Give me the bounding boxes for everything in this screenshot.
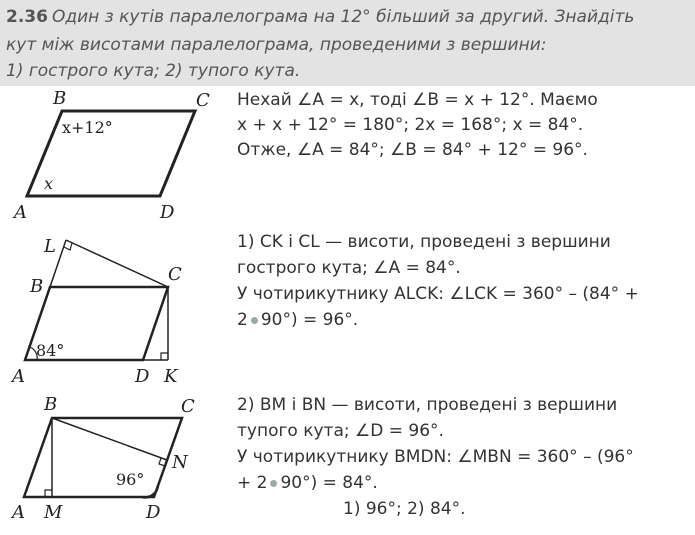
figure-3	[0, 390, 230, 530]
problem-text-1: Один з кутів паралелограма на 12° більший за другий. Знайдіть	[51, 7, 635, 27]
figure-1	[0, 86, 230, 226]
fig1-label-d: D	[160, 202, 175, 223]
multiply-dot-icon	[270, 480, 277, 487]
solution-3-line-1: 2) BM і BN — висоти, проведені з вершини	[237, 395, 618, 415]
solution-3-line-4-post: 90°) = 84°.	[280, 473, 378, 493]
problem-line-1	[6, 6, 634, 28]
right-angle-k	[161, 353, 168, 360]
solution-2-line-4-pre: 2	[237, 310, 248, 330]
height-bn	[52, 418, 167, 460]
fig3-label-a: A	[12, 502, 25, 523]
solution-2-line-2: гострого кута; ∠A = 84°.	[237, 258, 461, 278]
height-cl	[66, 240, 168, 287]
solution-1-line-3: Отже, ∠A = 84°; ∠B = 84° + 12° = 96°.	[237, 140, 588, 160]
solution-3-line-4-pre: + 2	[237, 473, 268, 493]
fig3-label-d: D	[146, 502, 161, 523]
multiply-dot-icon	[251, 317, 258, 324]
fig1-angle-b: x+12°	[62, 118, 113, 137]
fig1-label-b: B	[53, 88, 67, 109]
fig3-label-n: N	[172, 452, 188, 473]
fig2-angle-a: 84°	[36, 341, 65, 360]
solution-3-line-3: У чотирикутнику BMDN: ∠MBN = 360° – (96°	[237, 447, 634, 467]
fig2-label-d: D	[135, 366, 150, 387]
fig1-label-a: A	[14, 202, 27, 223]
solution-3-line-4	[237, 471, 378, 496]
solution-3-line-2: тупого кута; ∠D = 96°.	[237, 421, 444, 441]
fig2-label-b: B	[30, 276, 44, 297]
fig3-label-c: C	[181, 396, 195, 417]
figure-2	[0, 230, 230, 390]
problem-header	[0, 0, 695, 86]
solution-2-line-4	[237, 308, 358, 333]
solution-1-line-1: Нехай ∠A = x, тоді ∠B = x + 12°. Маємо	[237, 90, 598, 110]
fig1-angle-a: x	[44, 174, 54, 193]
solution-2-line-4-post: 90°) = 96°.	[260, 310, 359, 330]
problem-line-2: кут між висотами паралелограма, проведеними з вершини:	[6, 35, 547, 55]
fig3-angle-d: 96°	[116, 470, 145, 489]
fig2-label-l: L	[44, 236, 56, 257]
problem-line-3: 1) гострого кута; 2) тупого кута.	[6, 61, 301, 81]
solution-2-line-3: У чотирикутнику ALCK: ∠LCK = 360° – (84° +	[237, 284, 639, 304]
answer-line: 1) 96°; 2) 84°.	[343, 499, 466, 519]
fig2-label-c: C	[168, 264, 182, 285]
parallelogram-1	[0, 86, 230, 226]
parallelogram-3	[0, 390, 230, 530]
parallelogram-2	[0, 230, 230, 390]
fig2-label-k: K	[164, 366, 178, 387]
fig3-label-m: M	[44, 502, 63, 523]
fig2-label-a: A	[12, 366, 25, 387]
solution-1-line-2: x + x + 12° = 180°; 2x = 168°; x = 84°.	[237, 115, 584, 135]
solution-2-line-1: 1) CK і CL — висоти, проведені з вершини	[237, 232, 611, 252]
problem-number: 2.36	[6, 7, 48, 27]
fig3-label-b: B	[44, 394, 58, 415]
fig1-label-c: C	[196, 90, 210, 111]
